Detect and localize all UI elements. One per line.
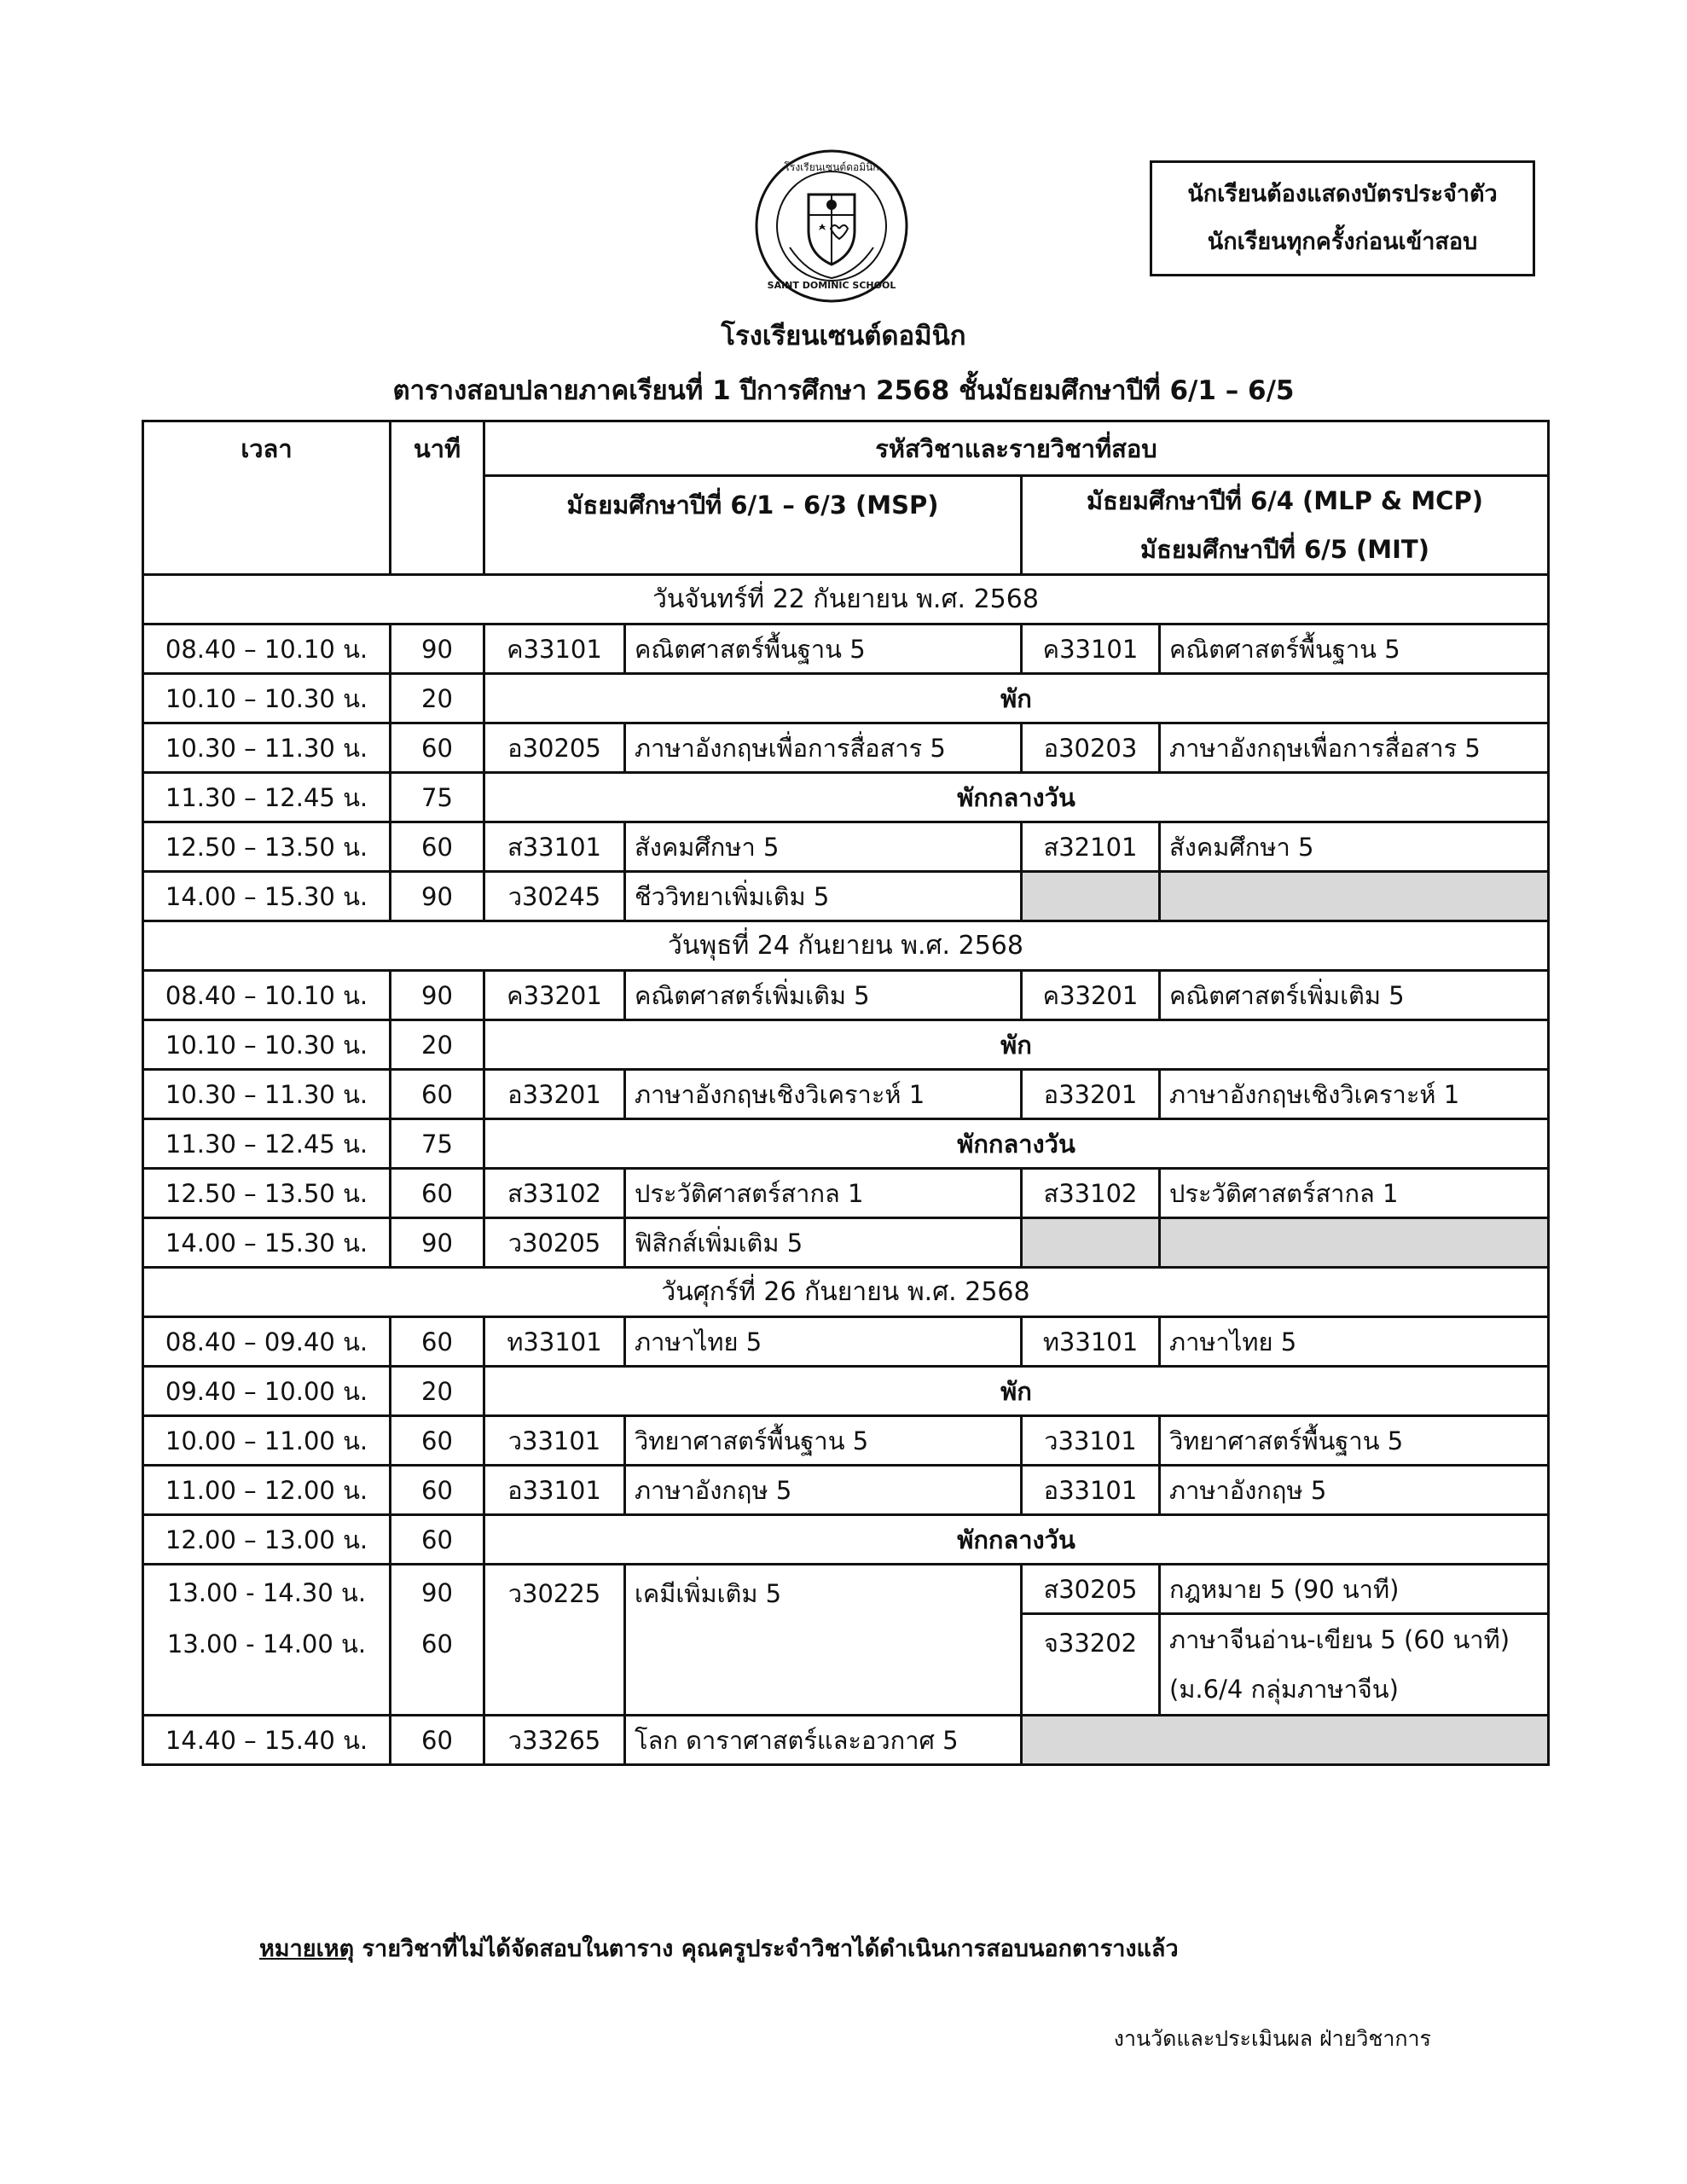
table-row	[143, 1416, 1549, 1466]
subject-name-a: สังคมศึกษา 5	[625, 822, 1022, 872]
minutes-cell: 60	[391, 1716, 484, 1765]
subject-code-b: ว33101	[1022, 1416, 1160, 1466]
lunch-label: พักกลางวัน	[484, 1119, 1549, 1169]
minutes-cell: 75	[391, 1119, 484, 1169]
time-cell-stacked	[143, 1565, 391, 1716]
subject-name-a: เคมีเพิ่มเติม 5	[625, 1565, 1022, 1716]
table-row	[143, 1565, 1549, 1614]
exam-schedule-table	[142, 420, 1550, 1766]
logo-text-bottom: SAINT DOMINIC SCHOOL	[767, 280, 896, 291]
minutes-cell: 60	[391, 1070, 484, 1119]
time-cell: 10.30 – 11.30 น.	[143, 723, 391, 773]
table-row	[143, 1515, 1549, 1565]
minutes-cell: 60	[391, 822, 484, 872]
subject-code-b: อ33201	[1022, 1070, 1160, 1119]
subject-code-a: อ33201	[484, 1070, 625, 1119]
lunch-label: พักกลางวัน	[484, 1515, 1549, 1565]
table-row	[143, 723, 1549, 773]
subject-name-b: สังคมศึกษา 5	[1160, 822, 1549, 872]
table-row	[143, 1716, 1549, 1765]
group-header-mlp-mcp: มัธยมศึกษาปีที่ 6/4 (MLP & MCP)	[1022, 476, 1549, 526]
remark-text: รายวิชาที่ไม่ได้จัดสอบในตาราง คุณครูประจำวิชาได้ดำเนินการสอบนอกตารางแล้ว	[354, 1936, 1179, 1962]
schedule-title: ตารางสอบปลายภาคเรียนที่ 1 ปีการศึกษา 2568 ชั้นมัธยมศึกษาปีที่ 6/1 – 6/5	[392, 375, 1295, 406]
time-cell: 08.40 – 09.40 น.	[143, 1317, 391, 1367]
col-header-minutes: นาที	[391, 421, 484, 575]
subject-name-b: ภาษาอังกฤษ 5	[1160, 1466, 1549, 1515]
remark-label: หมายเหตุ	[259, 1936, 355, 1962]
subject-name-a: คณิตศาสตร์เพิ่มเติม 5	[625, 971, 1022, 1020]
subject-code-a: ท33101	[484, 1317, 625, 1367]
subject-name-a: ประวัติศาสตร์สากล 1	[625, 1169, 1022, 1218]
subject-code-b: ส32101	[1022, 822, 1160, 872]
empty-cell	[1160, 872, 1549, 921]
table-row	[143, 872, 1549, 921]
subject-name-a: ภาษาอังกฤษเชิงวิเคราะห์ 1	[625, 1070, 1022, 1119]
col-header-time: เวลา	[143, 421, 391, 575]
time-cell: 11.00 – 12.00 น.	[143, 1466, 391, 1515]
subject-name-a: โลก ดาราศาสตร์และอวกาศ 5	[625, 1716, 1022, 1765]
minutes-cell: 90	[391, 1218, 484, 1268]
subject-code-b: ส33102	[1022, 1169, 1160, 1218]
time-line-1: 13.00 - 14.30 น.	[166, 1578, 367, 1607]
notice-line-1: นักเรียนต้องแสดงบัตรประจำตัว	[1187, 181, 1498, 207]
minutes-line-1: 90	[421, 1578, 453, 1607]
subject-name-a: ฟิสิกส์เพิ่มเติม 5	[625, 1218, 1022, 1268]
minutes-cell-stacked	[391, 1565, 484, 1716]
time-cell: 10.10 – 10.30 น.	[143, 1020, 391, 1070]
minutes-cell: 20	[391, 1367, 484, 1416]
subject-code-a: ค33101	[484, 624, 625, 674]
time-cell: 11.30 – 12.45 น.	[143, 773, 391, 822]
day-header-wednesday: วันพุธที่ 24 กันยายน พ.ศ. 2568	[143, 921, 1549, 971]
time-cell: 14.00 – 15.30 น.	[143, 872, 391, 921]
table-row	[143, 624, 1549, 674]
subject-code-b: ส30205	[1022, 1565, 1160, 1614]
subject-code-a: ว30225	[484, 1565, 625, 1716]
minutes-cell: 90	[391, 872, 484, 921]
subject-name-b: กฎหมาย 5 (90 นาที)	[1160, 1565, 1549, 1614]
table-row	[143, 822, 1549, 872]
subject-code-a: อ30205	[484, 723, 625, 773]
lunch-label: พักกลางวัน	[484, 773, 1549, 822]
minutes-cell: 60	[391, 723, 484, 773]
empty-cell	[1022, 872, 1160, 921]
table-row	[143, 1367, 1549, 1416]
time-cell: 14.40 – 15.40 น.	[143, 1716, 391, 1765]
id-card-notice	[1150, 160, 1535, 276]
table-row	[143, 1119, 1549, 1169]
table-row	[143, 1020, 1549, 1070]
time-cell: 12.50 – 13.50 น.	[143, 822, 391, 872]
table-row	[143, 1466, 1549, 1515]
footer-department: งานวัดและประเมินผล ฝ่ายวิชาการ	[1113, 2026, 1431, 2051]
time-cell: 12.50 – 13.50 น.	[143, 1169, 391, 1218]
time-cell: 10.10 – 10.30 น.	[143, 674, 391, 723]
minutes-line-2: 60	[421, 1629, 453, 1658]
break-label: พัก	[484, 674, 1549, 723]
day-header-monday: วันจันทร์ที่ 22 กันยายน พ.ศ. 2568	[143, 575, 1549, 624]
subject-code-b: ค33101	[1022, 624, 1160, 674]
subject-code-b: จ33202	[1022, 1614, 1160, 1716]
time-cell: 11.30 – 12.45 น.	[143, 1119, 391, 1169]
time-cell: 14.00 – 15.30 น.	[143, 1218, 391, 1268]
notice-line-2: นักเรียนทุกครั้งก่อนเข้าสอบ	[1207, 229, 1478, 255]
time-cell: 12.00 – 13.00 น.	[143, 1515, 391, 1565]
subject-code-a: ค33201	[484, 971, 625, 1020]
empty-cell	[1022, 1218, 1160, 1268]
minutes-cell: 90	[391, 624, 484, 674]
subject-code-a: ส33102	[484, 1169, 625, 1218]
minutes-cell: 75	[391, 773, 484, 822]
subject-name-a: ชีววิทยาเพิ่มเติม 5	[625, 872, 1022, 921]
subject-code-b: ค33201	[1022, 971, 1160, 1020]
group-header-mit: มัธยมศึกษาปีที่ 6/5 (MIT)	[1022, 526, 1549, 575]
subject-code-a: ว30245	[484, 872, 625, 921]
minutes-cell: 60	[391, 1416, 484, 1466]
subject-name-line-1: ภาษาจีนอ่าน-เขียน 5 (60 นาที)	[1169, 1625, 1510, 1654]
school-logo	[751, 145, 913, 307]
time-cell: 08.40 – 10.10 น.	[143, 971, 391, 1020]
subject-name-b: คณิตศาสตร์เพิ่มเติม 5	[1160, 971, 1549, 1020]
subject-code-a: ว33265	[484, 1716, 625, 1765]
subject-code-a: ว33101	[484, 1416, 625, 1466]
minutes-cell: 90	[391, 971, 484, 1020]
subject-name-a: คณิตศาสตร์พื้นฐาน 5	[625, 624, 1022, 674]
minutes-cell: 60	[391, 1515, 484, 1565]
subject-code-a: ส33101	[484, 822, 625, 872]
group-header-msp: มัธยมศึกษาปีที่ 6/1 – 6/3 (MSP)	[484, 476, 1022, 575]
subject-name-a: ภาษาไทย 5	[625, 1317, 1022, 1367]
minutes-cell: 20	[391, 674, 484, 723]
school-name: โรงเรียนเซนต์ดอมินิก	[721, 321, 966, 351]
subject-name-a: ภาษาอังกฤษ 5	[625, 1466, 1022, 1515]
time-line-2: 13.00 - 14.00 น.	[166, 1629, 367, 1658]
break-label: พัก	[484, 1020, 1549, 1070]
day-header-friday: วันศุกร์ที่ 26 กันยายน พ.ศ. 2568	[143, 1268, 1549, 1317]
subject-code-a: อ33101	[484, 1466, 625, 1515]
table-row	[143, 1317, 1549, 1367]
time-cell: 10.00 – 11.00 น.	[143, 1416, 391, 1466]
table-row	[143, 1070, 1549, 1119]
time-cell: 08.40 – 10.10 น.	[143, 624, 391, 674]
break-label: พัก	[484, 1367, 1549, 1416]
subject-name-line-2: (ม.6/4 กลุ่มภาษาจีน)	[1169, 1675, 1399, 1704]
table-row	[143, 1218, 1549, 1268]
table-row	[143, 773, 1549, 822]
col-header-subjects: รหัสวิชาและรายวิชาที่สอบ	[484, 421, 1549, 476]
subject-name-b-multiline	[1160, 1614, 1549, 1716]
remark-note	[259, 1930, 1179, 1966]
subject-code-b: ท33101	[1022, 1317, 1160, 1367]
minutes-cell: 60	[391, 1317, 484, 1367]
subject-name-a: ภาษาอังกฤษเพื่อการสื่อสาร 5	[625, 723, 1022, 773]
subject-name-b: ภาษาอังกฤษเชิงวิเคราะห์ 1	[1160, 1070, 1549, 1119]
subject-name-a: วิทยาศาสตร์พื้นฐาน 5	[625, 1416, 1022, 1466]
subject-name-b: วิทยาศาสตร์พื้นฐาน 5	[1160, 1416, 1549, 1466]
table-row	[143, 674, 1549, 723]
subject-name-b: ประวัติศาสตร์สากล 1	[1160, 1169, 1549, 1218]
subject-name-b: ภาษาไทย 5	[1160, 1317, 1549, 1367]
time-cell: 09.40 – 10.00 น.	[143, 1367, 391, 1416]
minutes-cell: 60	[391, 1466, 484, 1515]
subject-code-b: อ33101	[1022, 1466, 1160, 1515]
table-row	[143, 1169, 1549, 1218]
subject-name-b: ภาษาอังกฤษเพื่อการสื่อสาร 5	[1160, 723, 1549, 773]
minutes-cell: 60	[391, 1169, 484, 1218]
table-row	[143, 971, 1549, 1020]
subject-name-b: คณิตศาสตร์พื้นฐาน 5	[1160, 624, 1549, 674]
subject-code-b: อ30203	[1022, 723, 1160, 773]
empty-cell	[1160, 1218, 1549, 1268]
empty-cell	[1022, 1716, 1549, 1765]
logo-text-top: โรงเรียนเซนต์ดอมินิก	[784, 161, 879, 173]
time-cell: 10.30 – 11.30 น.	[143, 1070, 391, 1119]
minutes-cell: 20	[391, 1020, 484, 1070]
subject-code-a: ว30205	[484, 1218, 625, 1268]
